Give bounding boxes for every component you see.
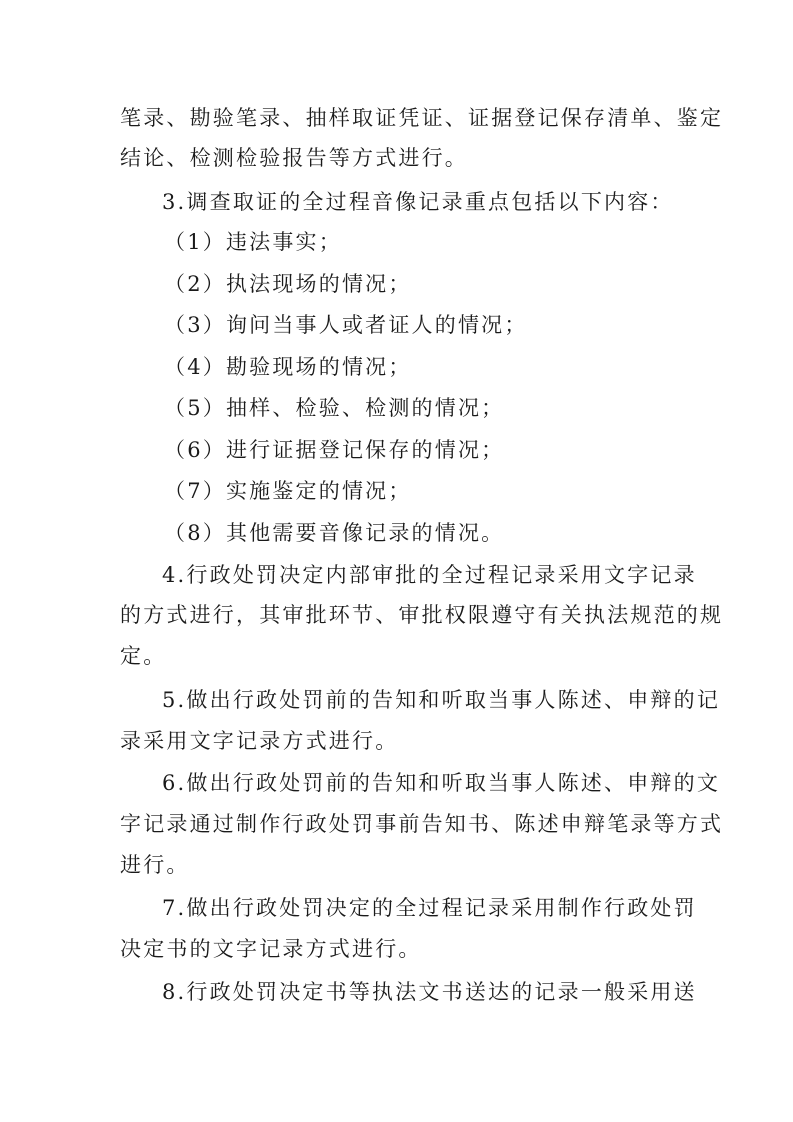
text-line: 进行。 [120, 853, 190, 877]
text-line: 5.做出行政处罚前的告知和听取当事人陈述、申辩的记 [162, 688, 721, 712]
text-line: 定。 [120, 644, 167, 668]
text-line: 的方式进行，其审批环节、审批权限遵守有关执法规范的规 [120, 603, 724, 627]
list-item: （8）其他需要音像记录的情况。 [164, 521, 505, 545]
list-item: （2）执法现场的情况； [164, 272, 412, 296]
text-line: 结论、检测检验报告等方式进行。 [120, 146, 468, 170]
list-item: （1）违法事实； [164, 230, 342, 254]
text-line: 3.调查取证的全过程音像记录重点包括以下内容： [162, 190, 674, 214]
text-line: 字记录通过制作行政处罚事前告知书、陈述申辩笔录等方式 [120, 812, 724, 836]
text-line: 7.做出行政处罚决定的全过程记录采用制作行政处罚 [162, 896, 697, 920]
list-item: （4）勘验现场的情况； [164, 355, 412, 379]
text-line: 录采用文字记录方式进行。 [120, 729, 399, 753]
text-line: 4.行政处罚决定内部审批的全过程记录采用文字记录 [162, 563, 697, 587]
list-item: （7）实施鉴定的情况； [164, 479, 412, 503]
text-line: 8.行政处罚决定书等执法文书送达的记录一般采用送 [162, 980, 697, 1004]
list-item: （3）询问当事人或者证人的情况； [164, 313, 528, 337]
text-line: 6.做出行政处罚前的告知和听取当事人陈述、申辩的文 [162, 771, 721, 795]
list-item: （5）抽样、检验、检测的情况； [164, 396, 505, 420]
text-line: 决定书的文字记录方式进行。 [120, 937, 422, 961]
list-item: （6）进行证据登记保存的情况； [164, 438, 505, 462]
text-line: 笔录、勘验笔录、抽样取证凭证、证据登记保存清单、鉴定 [120, 106, 724, 130]
